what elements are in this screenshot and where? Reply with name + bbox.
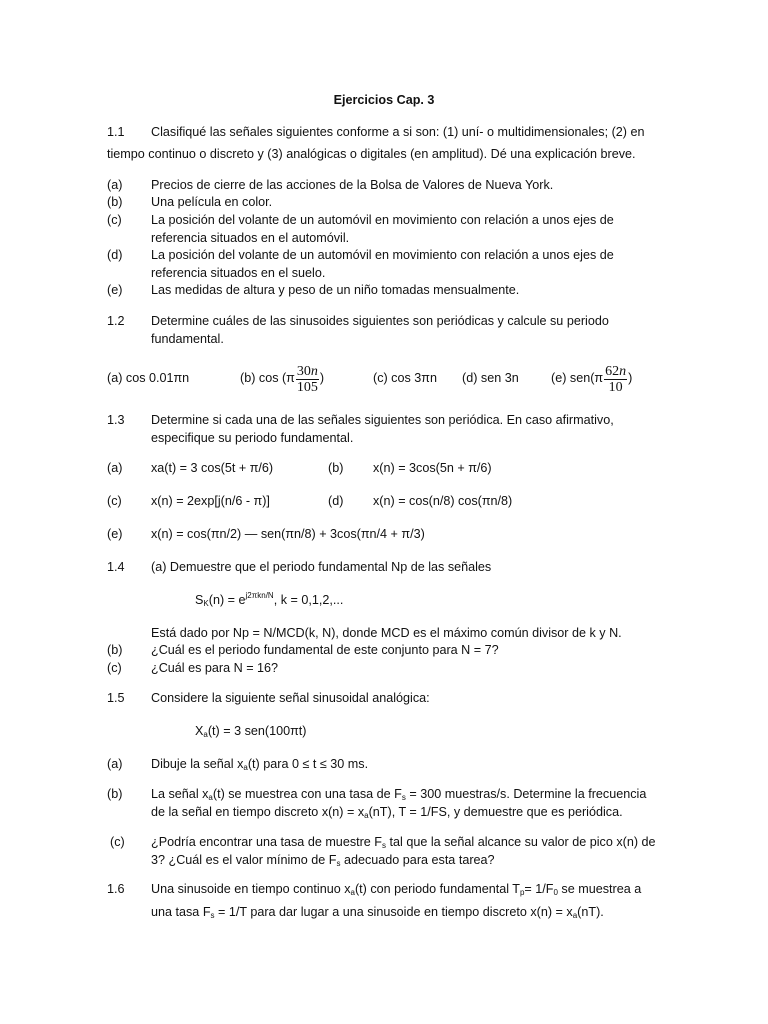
text-part: tal que la señal alcance su valor de pico x(n) de 3? ¿Cuál es el valor mínimo de F: [151, 835, 656, 867]
eq-subscript: a: [203, 730, 208, 739]
text-part: (nT), T = 1/FS, y demuestre que es periódica.: [368, 804, 623, 819]
equation: [195, 592, 343, 610]
item-text: La posición del volante de un automóvil en movimiento con relación a unos ejes de referencia situados en el suelo.: [151, 248, 614, 280]
exercise-number: 1.6: [107, 882, 125, 896]
item-label: (b): [107, 787, 123, 801]
subscript: s: [210, 911, 215, 920]
text-part: se muestrea a: [557, 882, 642, 896]
sinusoid-c: (c) cos 3πn: [373, 371, 437, 385]
exercise-text: Considere la siguiente señal sinusoidal analógica:: [151, 691, 430, 705]
text-part: La señal x: [151, 787, 209, 801]
numerator-variable: n: [619, 363, 627, 379]
sinusoid-e: [551, 358, 632, 400]
item-text: Precios de cierre de las acciones de la Bolsa de Valores de Nueva York.: [151, 178, 554, 192]
item-text: [151, 786, 661, 821]
item-label: (d): [328, 494, 344, 508]
subscript: a: [243, 763, 248, 772]
item-label: (a): [107, 461, 123, 475]
text-part: adecuado para esta tarea?: [340, 852, 495, 867]
item-text: x(n) = cos(n/8) cos(πn/8): [373, 494, 513, 508]
page-title: Ejercicios Cap. 3: [333, 93, 435, 107]
fraction-denominator: 105: [296, 379, 318, 395]
eq-tail: (t) = 3 sen(100πt): [207, 724, 307, 738]
item-label: (d): [107, 248, 123, 262]
exercise-number: 1.5: [107, 691, 125, 705]
fraction-numerator: [296, 364, 319, 380]
text-part: Una sinusoide en tiempo continuo x: [151, 882, 351, 896]
text-part: = 1/F: [524, 882, 554, 896]
sinusoid-d: (d) sen 3n: [462, 371, 519, 385]
eq-base: S: [195, 593, 204, 607]
item-text: xa(t) = 3 cos(5t + π/6): [151, 461, 274, 475]
item-text: x(n) = cos(πn/2) — sen(πn/8) + 3cos(πn/4 + π/3): [151, 527, 425, 541]
item-text: x(n) = 2exp[j(n/6 - π)]: [151, 494, 270, 508]
exercise-text: Determine cuáles de las sinusoides siguientes son periódicas y calcule su periodo fundamental.: [151, 314, 609, 346]
exercise-text: tiempo continuo o discreto y (3) analógicas o digitales (en amplitud). Dé una explicación breve.: [107, 147, 636, 161]
text-part: (t) con periodo fundamental T: [354, 882, 520, 896]
eq-superscript: j2πkn/N: [245, 591, 274, 600]
fraction-denominator: 10: [608, 379, 623, 395]
eq-base: X: [195, 724, 204, 738]
fraction: [296, 364, 319, 395]
fraction-numerator: [604, 364, 627, 380]
item-label: (c): [107, 494, 122, 508]
equation: [195, 723, 307, 741]
exercise-text: Está dado por Np = N/MCD(k, N), donde MCD es el máximo común divisor de k y N.: [151, 626, 622, 640]
text-part: (t) para 0 ≤ t ≤ 30 ms.: [247, 757, 369, 771]
item-label: (c): [107, 661, 122, 675]
item-label: (b): [107, 643, 123, 657]
subscript: a: [572, 911, 578, 920]
item-label: (e): [107, 283, 123, 297]
item-label: (b): [107, 195, 123, 209]
exercise-text: (a) Demuestre que el periodo fundamental Np de las señales: [151, 560, 492, 574]
subscript: s: [336, 858, 341, 868]
item-text: [151, 756, 368, 774]
exercise-text: [151, 904, 604, 922]
sinusoid-b-prefix: (b) cos (π: [240, 371, 295, 386]
text-part: = 300 muestras/s. Determine la frecuencia de la señal en tiempo discreto x(n) = x: [151, 787, 647, 819]
item-label: (e): [107, 527, 123, 541]
text-part: ¿Podría encontrar una tasa de muestre F: [151, 835, 383, 849]
sinusoid-b-suffix: ): [319, 371, 325, 386]
text-part: = 1/T para dar lugar a una sinusoide en tiempo discreto x(n) = x: [214, 905, 573, 919]
eq-subscript: K: [203, 599, 209, 608]
subscript: a: [364, 810, 369, 820]
text-part: una tasa F: [151, 905, 211, 919]
exercise-text: [151, 881, 641, 899]
sinusoid-e-prefix: (e) sen(π: [551, 371, 604, 386]
item-text: ¿Cuál es para N = 16?: [151, 661, 279, 675]
subscript: a: [208, 793, 213, 802]
subscript: s: [401, 793, 406, 802]
item-label: (a): [107, 178, 123, 192]
item-text: La posición del volante de un automóvil en movimiento con relación a unos ejes de referencia situados en el automóvil.: [151, 213, 614, 245]
item-text: Las medidas de altura y peso de un niño tomadas mensualmente.: [151, 283, 520, 297]
numerator-value: 62: [605, 363, 620, 379]
exercise-number: 1.4: [107, 560, 125, 574]
sinusoid-b: [240, 358, 324, 400]
item-label: (b): [328, 461, 344, 475]
exercise-number: 1.1: [107, 125, 125, 139]
subscript: 0: [553, 888, 558, 897]
subscript: s: [382, 841, 387, 850]
item-text: [151, 834, 661, 869]
item-label: (c): [107, 213, 122, 227]
subscript: p: [519, 888, 525, 897]
text-part: Dibuje la señal x: [151, 757, 244, 771]
item-text: ¿Cuál es el periodo fundamental de este conjunto para N = 7?: [151, 643, 499, 657]
exercise-text: Determine si cada una de las señales siguientes son periódica. En caso afirmativo, especifique su periodo fundamental.: [151, 413, 614, 445]
eq-mid: (n) = e: [208, 593, 246, 607]
sinusoid-a: (a) cos 0.01πn: [107, 371, 190, 385]
text-part: (nT).: [577, 905, 604, 919]
exercise-number: 1.2: [107, 314, 125, 328]
exercise-number: 1.3: [107, 413, 125, 427]
text-part: (t) se muestrea con una tasa de F: [212, 787, 402, 801]
item-label: (c): [110, 835, 125, 849]
item-text: Una película en color.: [151, 195, 273, 209]
eq-tail: , k = 0,1,2,...: [273, 593, 344, 607]
subscript: a: [350, 888, 355, 897]
item-text: x(n) = 3cos(5n + π/6): [373, 461, 492, 475]
numerator-value: 30: [296, 363, 311, 379]
fraction: [604, 364, 627, 395]
item-label: (a): [107, 757, 123, 771]
sinusoid-e-suffix: ): [628, 371, 633, 386]
numerator-variable: n: [310, 363, 318, 379]
exercise-text: Clasifiqué las señales siguientes conforme a si son: (1) uní- o multidimensionales; (2) en: [151, 125, 645, 139]
